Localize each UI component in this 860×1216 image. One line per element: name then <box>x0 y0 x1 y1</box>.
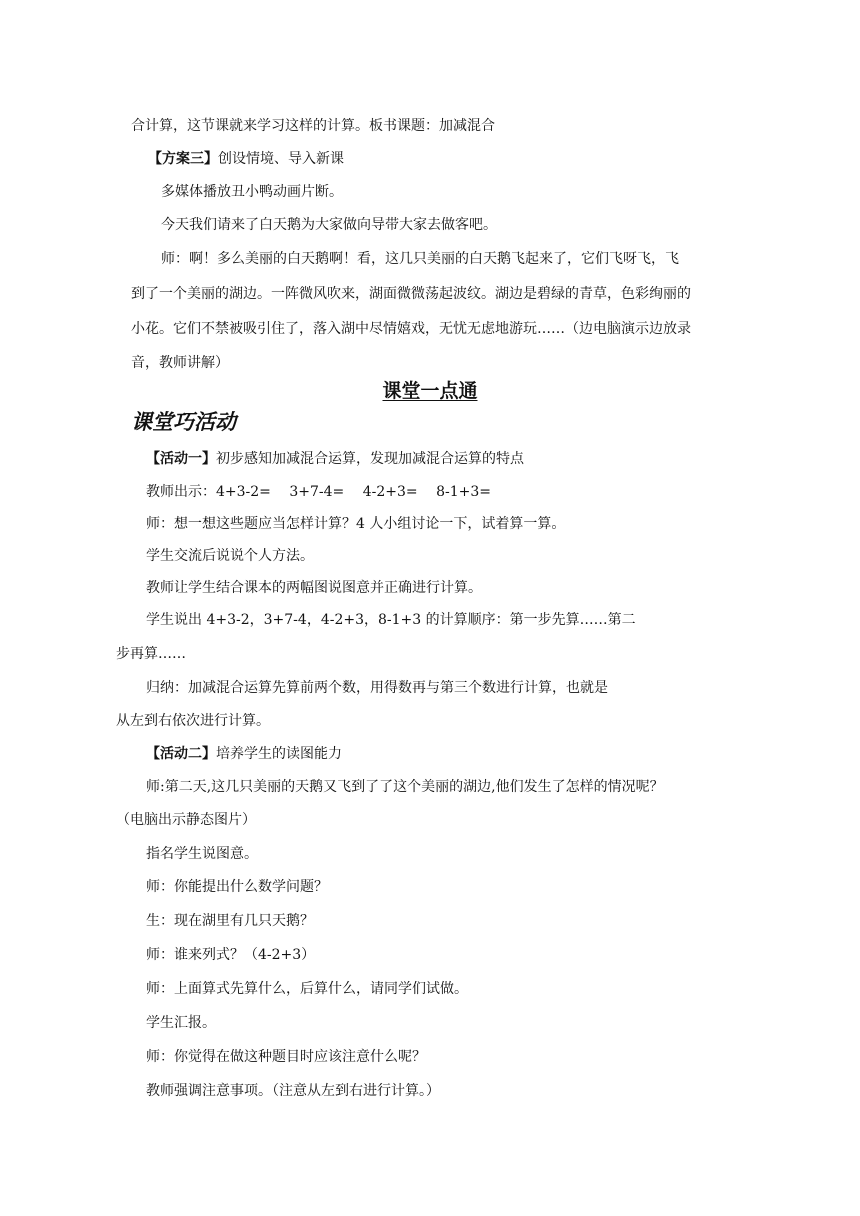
paragraph-line: 指名学生说图意。 <box>146 846 258 862</box>
activity2-label: 【活动二】 <box>146 746 216 762</box>
section-title-text: 课堂一点通 <box>382 380 478 402</box>
paragraph-line: 师：上面算式先算什么，后算什么，请同学们试做。 <box>146 981 468 997</box>
paragraph-line: （电脑出示静态图片） <box>116 812 256 828</box>
paragraph-line: 学生说出 4+3-2，3+7-4，4-2+3，8-1+3 的计算顺序：第一步先算……第二 <box>146 612 636 628</box>
paragraph-line: 学生交流后说说个人方法。 <box>146 548 314 564</box>
paragraph-line: 教师强调注意事项。（注意从左到右进行计算。） <box>146 1083 440 1099</box>
paragraph-line: 今天我们请来了白天鹅为大家做向导带大家去做客吧。 <box>161 217 497 233</box>
paragraph-line: 师：啊！多么美丽的白天鹅啊！看，这几只美丽的白天鹅飞起来了，它们飞呀飞，飞 <box>161 251 679 267</box>
plan3-text: 创设情境、导入新课 <box>218 151 344 167</box>
paragraph-line: 合计算，这节课就来学习这样的计算。板书课题：加减混合 <box>131 118 495 134</box>
paragraph-line: 师：谁来列式？（4-2+3） <box>146 947 316 963</box>
plan3-heading <box>148 149 344 169</box>
paragraph-line: 到了一个美丽的湖边。一阵微风吹来，湖面微微荡起波纹。湖边是碧绿的青草，色彩绚丽的 <box>131 286 691 302</box>
subsection-title: 课堂巧活动 <box>131 410 236 434</box>
paragraph-line: 学生汇报。 <box>146 1015 216 1031</box>
paragraph-line: 生：现在湖里有几只天鹅？ <box>146 913 314 929</box>
paragraph-line: 步再算…… <box>116 646 186 662</box>
activity1-text: 初步感知加减混合运算，发现加减混合运算的特点 <box>216 451 524 467</box>
paragraph-line: 师：想一想这些题应当怎样计算？4 人小组讨论一下，试着算一算。 <box>146 516 566 532</box>
activity1-label: 【活动一】 <box>146 451 216 467</box>
paragraph-line: 教师出示：4+3-2= 3+7-4= 4-2+3= 8-1+3= <box>146 484 492 500</box>
paragraph-line: 归纳：加减混合运算先算前两个数，用得数再与第三个数进行计算，也就是 <box>146 680 608 696</box>
activity2-text: 培养学生的读图能力 <box>216 746 342 762</box>
activity2-heading <box>146 744 342 764</box>
paragraph-line: 从左到右依次进行计算。 <box>116 713 270 729</box>
section-title <box>0 376 860 403</box>
paragraph-line: 师:第二天,这几只美丽的天鹅又飞到了了这个美丽的湖边,他们发生了怎样的情况呢？ <box>146 779 664 795</box>
paragraph-line: 教师让学生结合课本的两幅图说图意并正确进行计算。 <box>146 580 482 596</box>
paragraph-line: 小花。它们不禁被吸引住了，落入湖中尽情嬉戏，无忧无虑地游玩……（边电脑演示边放录 <box>131 321 691 337</box>
paragraph-line: 师：你能提出什么数学问题？ <box>146 879 328 895</box>
activity1-heading <box>146 449 524 469</box>
paragraph-line: 音，教师讲解） <box>131 355 229 371</box>
paragraph-line: 师：你觉得在做这种题目时应该注意什么呢？ <box>146 1049 426 1065</box>
paragraph-line: 多媒体播放丑小鸭动画片断。 <box>161 184 343 200</box>
plan3-label: 【方案三】 <box>148 151 218 167</box>
